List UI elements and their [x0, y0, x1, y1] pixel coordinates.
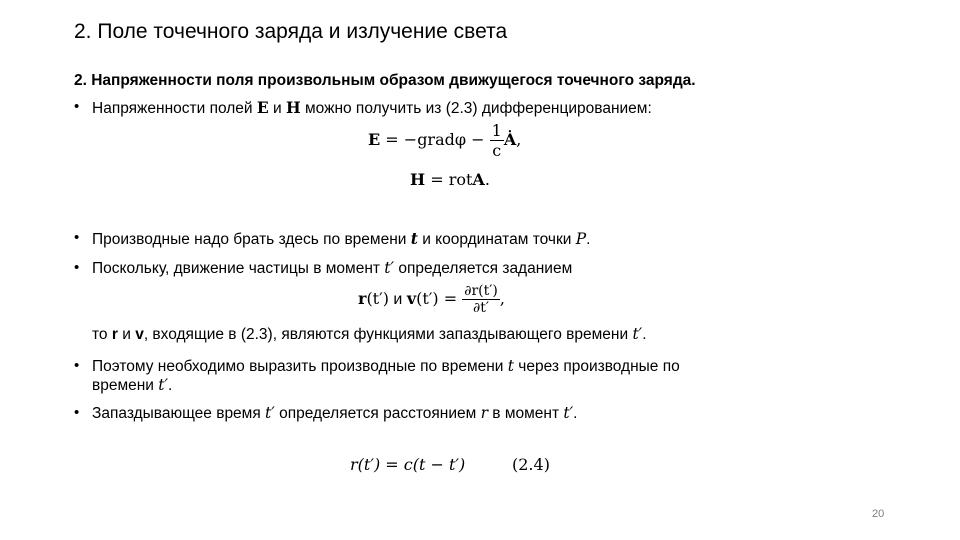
equation-label: (2.4)	[512, 455, 550, 474]
bullet-marker: •	[74, 357, 80, 374]
page-number: 20	[872, 508, 885, 520]
bullet-marker: •	[74, 98, 80, 115]
continuation-text: то r и v, входящие в (2.3), являются функциями запаздывающего времени t′.	[92, 325, 647, 343]
bullet-text-1: Напряженности полей E и H можно получить из (2.3) дифференцированием:	[92, 98, 652, 117]
slide-title: 2. Поле точечного заряда и излучение света	[74, 20, 508, 43]
equation-e-field: E = −gradφ − $\frac{1}{c}$ Ȧ,	[368, 121, 522, 160]
equation-r-v: r(t′) и v(t′) = $\frac{\partial r(t')}{\partial t'}$ ,	[358, 283, 505, 316]
bullet-marker: •	[74, 229, 80, 246]
equation-h-field: H = rotA.	[410, 170, 490, 189]
fraction: $\frac{1}{c}$	[491, 121, 502, 160]
bullet-text-4: Поэтому необходимо выразить производные по времени t через производные по	[92, 357, 680, 375]
bullet-text-2: Производные надо брать здесь по времени t и координатам точки P.	[92, 229, 591, 248]
bullet-marker: •	[74, 404, 80, 421]
bullet-text-5: Запаздывающее время t′ определяется расстоянием r в момент t′.	[92, 404, 578, 422]
equation-retarded-time: r(t′) = c(t − t′)	[350, 455, 466, 474]
bullet-text-4-line-2: времени t′.	[92, 376, 173, 394]
section-heading: 2. Напряженности поля произвольным образом движущегося точечного заряда.	[74, 72, 696, 89]
fraction: $\frac{\partial r(t')}{\partial t'}$	[464, 283, 498, 316]
bullet-text-3: Поскольку, движение частицы в момент t′ определяется заданием	[92, 259, 573, 277]
bullet-marker: •	[74, 259, 80, 276]
